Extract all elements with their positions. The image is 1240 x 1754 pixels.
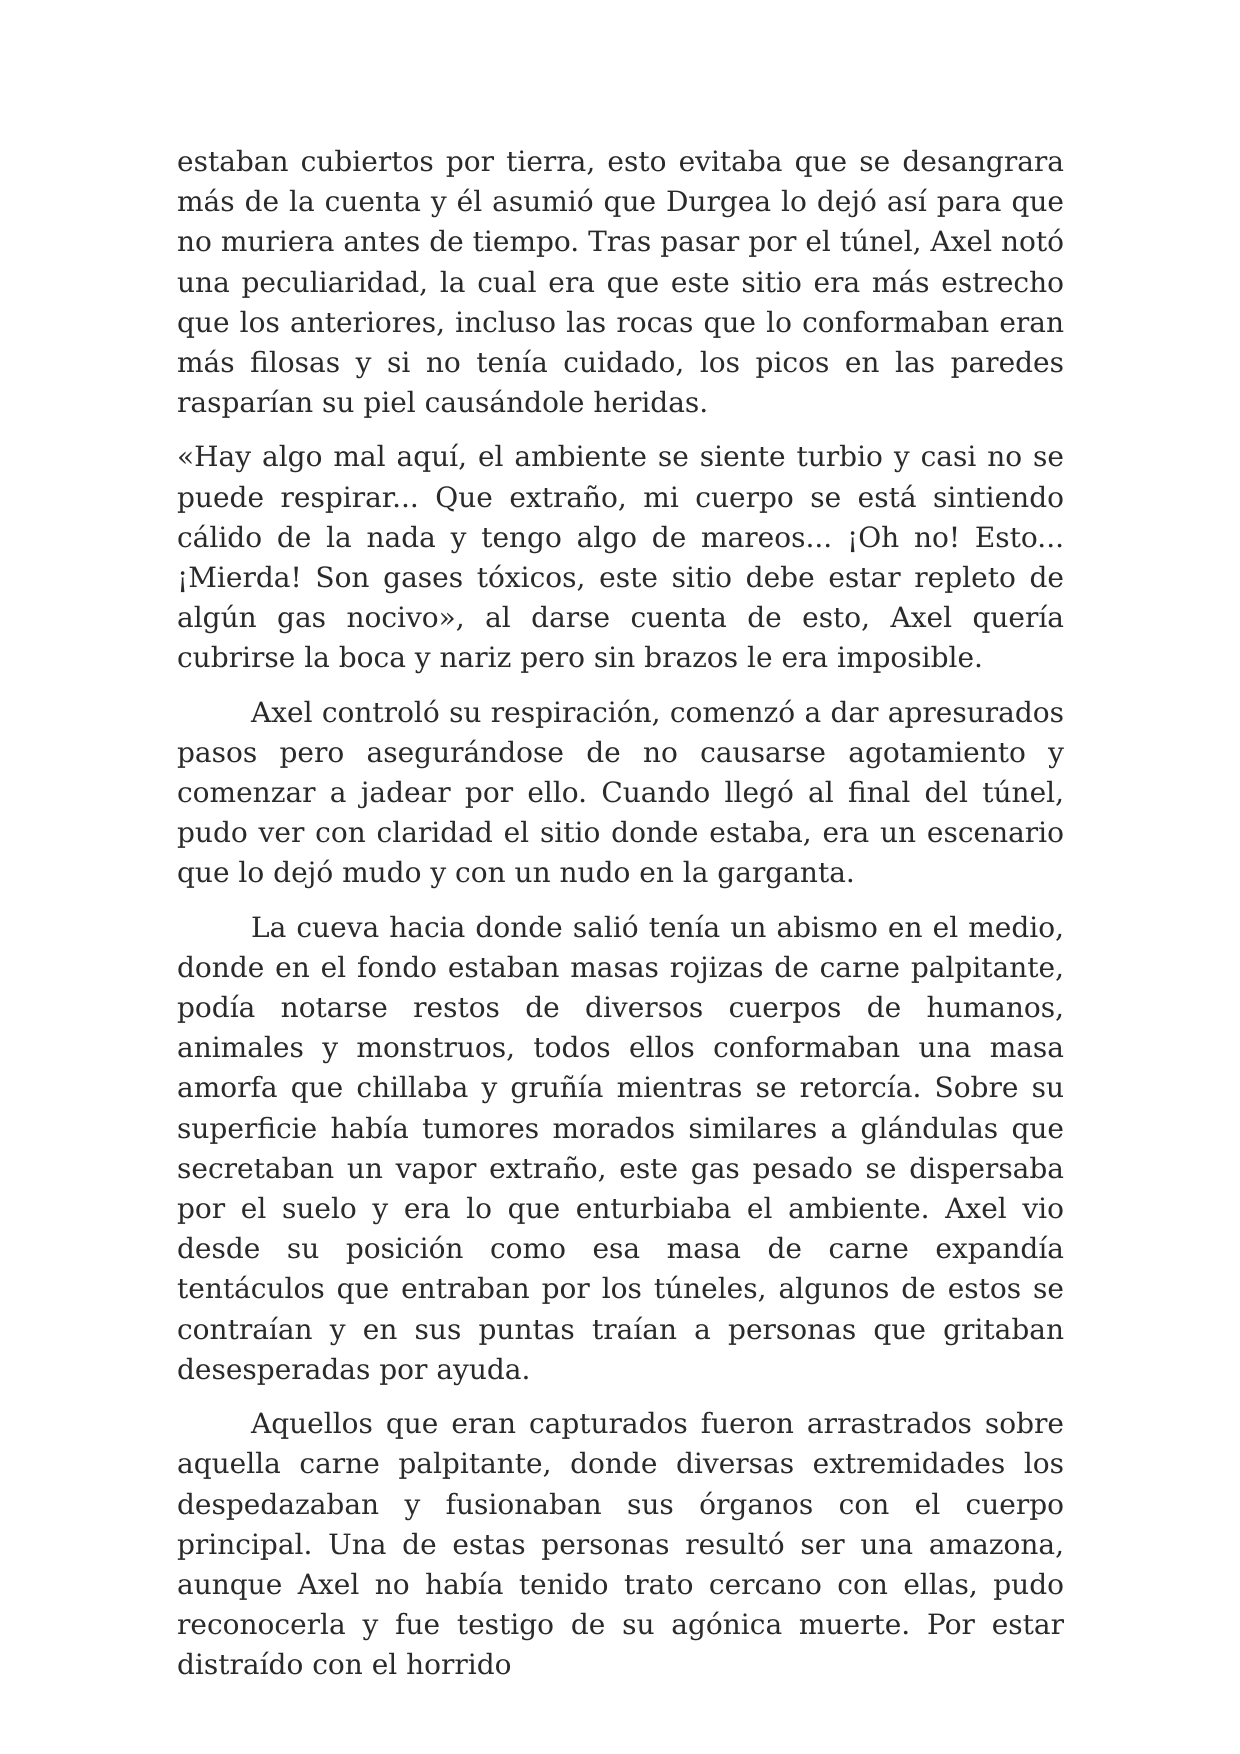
paragraph-1: estaban cubiertos por tierra, esto evitaba que se desangrara más de la cuenta y él asumió que Durgea lo dejó así para que no muriera antes de tiempo. Tras pasar por el túnel, Axel notó una peculiaridad, la cual era que este sitio era más estrecho que los anteriores, incluso las rocas que lo conformaban eran más filosas y si no tenía cuidado, los picos en las paredes rasparían su piel causándole heridas. — [177, 145, 1064, 420]
paragraph-3: Axel controló su respiración, comenzó a dar apresurados pasos pero asegurándose de no causarse agotamiento y comenzar a jadear por ello. Cuando llegó al final del túnel, pudo ver con claridad el sitio donde estaba, era un escenario que lo dejó mudo y con un nudo en la garganta. — [177, 695, 1064, 890]
paragraph-2: «Hay algo mal aquí, el ambiente se siente turbio y casi no se puede respirar... Que extraño, mi cuerpo se está sintiendo cálido de la nada y tengo algo de mareos... ¡Oh no! Esto... ¡Mierda! Son gases tóxicos, este sitio debe estar repleto de algún gas nocivo», al darse cuenta de esto, Axel quería cubrirse la boca y nariz pero sin brazos le era imposible. — [177, 440, 1064, 675]
paragraph-5: Aquellos que eran capturados fueron arrastrados sobre aquella carne palpitante, donde diversas extremidades los despedazaban y fusionaban sus órganos con el cuerpo principal. Una de estas personas resultó ser una amazona, aunque Axel no había tenido trato cercano con ellas, pudo reconocerla y fue testigo de su agónica muerte. Por estar distraído con el horrido — [177, 1407, 1064, 1682]
page-body-text — [177, 142, 1064, 1700]
paragraph-4: La cueva hacia donde salió tenía un abismo en el medio, donde en el fondo estaban masas rojizas de carne palpitante, podía notarse restos de diversos cuerpos de humanos, animales y monstruos, todos ellos conformaban una masa amorfa que chillaba y gruñía mientras se retorcía. Sobre su superficie había tumores morados similares a glándulas que secretaban un vapor extraño, este gas pesado se dispersaba por el suelo y era lo que enturbiaba el ambiente. Axel vio desde su posición como esa masa de carne expandía tentáculos que entraban por los túneles, algunos de estos se contraían y en sus puntas traían a personas que gritaban desesperadas por ayuda. — [177, 910, 1064, 1386]
